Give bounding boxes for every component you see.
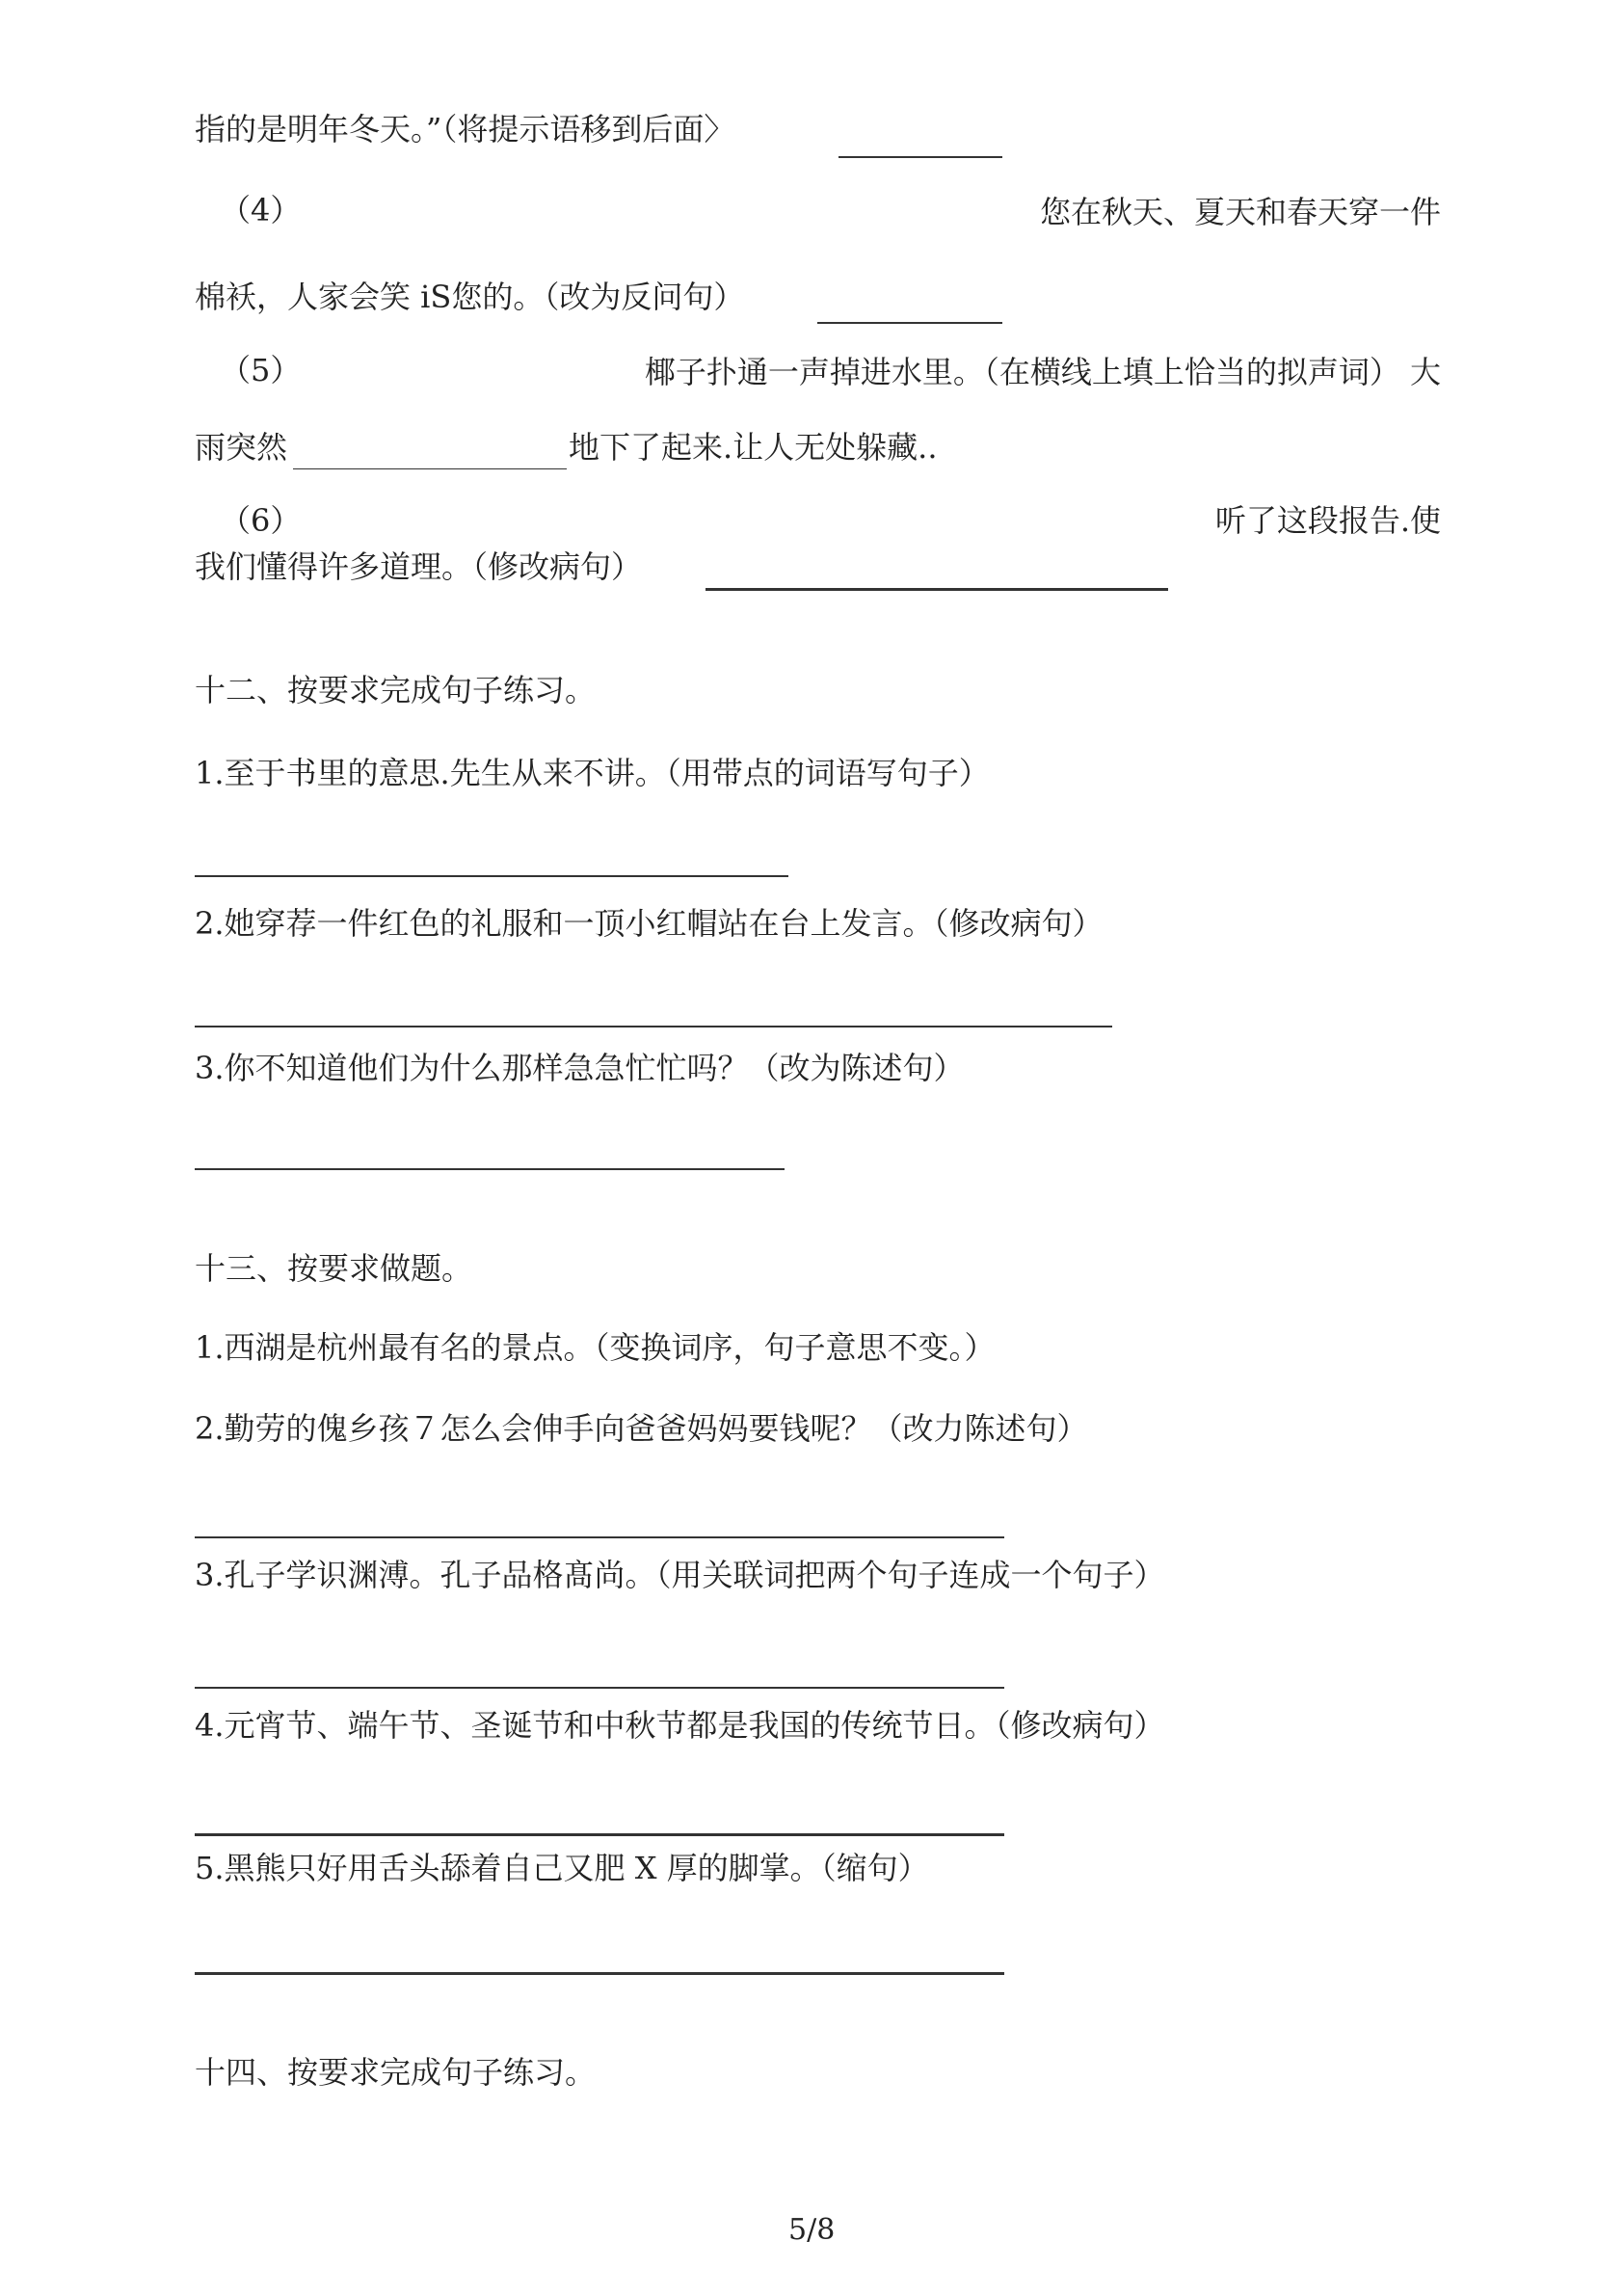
q11-item5-number: （5） — [220, 352, 302, 388]
answer-line-q12-3[interactable] — [195, 1168, 785, 1170]
q13-item-4: 4.元宵节、端午节、圣诞节和中秋节都是我国的传统节日。（修改病句） — [195, 1707, 1165, 1744]
q13-item-5: 5.黑熊只好用舌头舔着自己又肥 X 厚的脚掌。（缩句） — [195, 1850, 929, 1886]
answer-line-q13-4[interactable] — [195, 1833, 1004, 1836]
answer-line-q13-3[interactable] — [195, 1687, 1004, 1689]
answer-line-q11-5[interactable] — [293, 468, 567, 469]
q12-item-3: 3.你不知道他们为什么那样急急忙忙吗？（改为陈述句） — [195, 1050, 965, 1086]
q13-item-3: 3.孔子学识渊溥。孔子品格髙尚。（用关联词把两个句子连成一个句子） — [195, 1557, 1165, 1593]
q11-item4-number: （4） — [220, 192, 302, 228]
page-number: 5/8 — [788, 2213, 836, 2247]
answer-line-q12-2[interactable] — [195, 1026, 1112, 1027]
answer-line-q11-6[interactable] — [706, 588, 1168, 591]
q12-item-1: 1.至于书里的意思.先生从来不讲。（用带点的词语写句子） — [195, 755, 990, 791]
q11-item5-line2-start: 雨突然 — [195, 429, 288, 466]
q13-item-2: 2.勤劳的傀乡孩７怎么会伸手向爸爸妈妈要钱呢？（改力陈述句） — [195, 1410, 1088, 1447]
answer-line-q12-1[interactable] — [195, 875, 788, 877]
q11-item6-line2: 我们懂得许多道理。（修改病句） — [195, 548, 643, 585]
answer-line-q13-5[interactable] — [195, 1972, 1004, 1975]
q11-item5-line2-end: 地下了起来.让人无处躲藏.. — [569, 429, 938, 466]
q11-item4-line2: 棉袄，人家会笑 iS您的。（改为反问句） — [195, 279, 745, 315]
answer-line-q11-3[interactable] — [839, 156, 1002, 158]
q12-item-2: 2.她穿荐一件红色的礼服和一顶小红帽站在台上发言。（修改病句） — [195, 905, 1104, 942]
q11-item4-text: 您在秋天、夏天和春天穿一件 — [1039, 194, 1441, 230]
q13-heading: 十三、按要求做题。 — [195, 1250, 473, 1287]
q11-item6-number: （6） — [220, 502, 302, 539]
q12-heading: 十二、按要求完成句子练习。 — [195, 672, 597, 708]
q13-item-1: 1.西湖是杭州最有名的景点。（变换词序，句子意思不变。） — [195, 1329, 996, 1366]
answer-line-q13-2[interactable] — [195, 1536, 1004, 1538]
q11-item5-text: 椰子扑通一声掉进水里。（在横线上填上恰当的拟声词） 大 — [644, 354, 1441, 390]
q11-item3-tail: 指的是明年冬天。”（将提示语移到后面〉 — [195, 111, 735, 147]
answer-line-q11-4[interactable] — [817, 322, 1002, 324]
q11-item6-text: 听了这段报告.使 — [1214, 502, 1441, 539]
q14-heading: 十四、按要求完成句子练习。 — [195, 2054, 597, 2091]
